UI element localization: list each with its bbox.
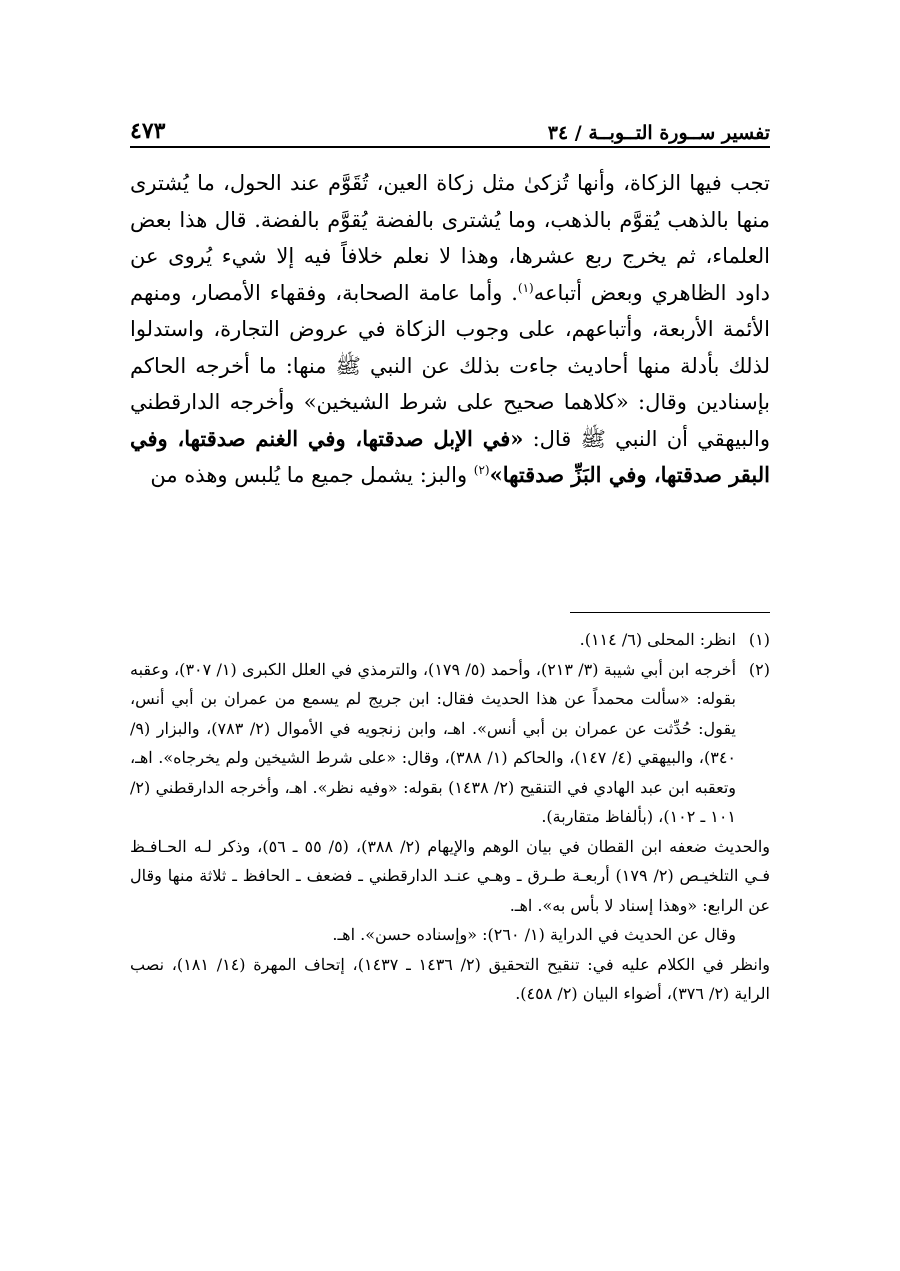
main-paragraph [130, 165, 770, 494]
running-header [130, 112, 770, 144]
footnote-2-paragraph-3: وقال عن الحديث في الدراية (١/ ٢٦٠): «وإسناده حسن». اهـ. [332, 925, 736, 944]
page-number: ٤٧٣ [130, 118, 166, 144]
main-text-part2: . وأما عامة الصحابة، وفقهاء الأمصار، ومنهم الأئمة الأربعة، وأتباعهم، على وجوب الزكاة في عروض التجارة، واستدلوا لذلك بأدلة منها أحاديث جاءت بذلك عن النبي ﷺ منها: ما أخرجه الحاكم بإسنادين وقال: «كلاهما صحيح على شرط الشيخين» وأخرجه الدارقطني والبيهقي أن النبي ﷺ قال: [130, 280, 770, 451]
footnote-1-number: (١) [748, 630, 770, 649]
footnote-2 [130, 655, 770, 832]
footnote-1-text: انظر: المحلى (٦/ ١١٤). [579, 630, 736, 649]
main-text-part3: والبز: يشمل جميع ما يُلبس وهذه من [150, 463, 474, 487]
main-text [130, 165, 770, 494]
footnote-ref-2: (٢) [473, 463, 490, 477]
header-rule [130, 146, 770, 148]
hadith-quote: «في الإبل صدقتها، وفي الغنم صدقتها، وفي البقر صدقتها، وفي البَزِّ صدقتها» [130, 425, 770, 487]
header-title: تفسير ســورة التــوبــة / ٣٤ [547, 122, 770, 144]
footnote-rule [570, 612, 770, 613]
footnote-2-number: (٢) [748, 659, 770, 679]
footnote-2-paragraph-4: وانظر في الكلام عليه في: تنقيح التحقيق (٢/ ١٤٣٦ ـ ١٤٣٧)، إتحاف المهرة (١٤/ ١٨١)، نصب الراية (٢/ ٣٧٦)، أضواء البيان (٢/ ٤٥٨). [130, 954, 771, 1003]
footnotes [130, 625, 770, 1009]
main-text-part1: تجب فيها الزكاة، وأنها تُزكىٰ مثل زكاة العين، تُقَوَّم عند الحول، ما يُشترى منها بالذهب يُقوَّم بالذهب، وما يُشترى بالفضة يُقوَّم بالفضة. قال هذا بعض العلماء، ثم يخرج ربع عشرها، وهذا لا نعلم خلافاً فيه إلا شيء يُروى عن داود الظاهري وبعض أتباعه [130, 171, 770, 305]
footnote-ref-1: (١) [517, 280, 534, 295]
footnote-2-paragraph-2: والحديث ضعفه ابن القطان في بيان الوهم والإيهام (٢/ ٣٨٨)، (٥/ ٥٥ ـ ٥٦)، وذكر لـه الحـافـظ فـي التلخيـص (٢/ ١٧٩) أربعـة طـرق ـ وهـي عنـد الدارقطني ـ فضعف ـ الحافظ ـ ثلاثة منها وقال عن الرابع: «وهذا إسناد لا بأس به». اهـ. [130, 836, 771, 915]
footnote-1 [130, 625, 770, 655]
footnote-2-text: أخرجه ابن أبي شيبة (٣/ ٢١٣)، وأحمد (٥/ ١٧٩)، والترمذي في العلل الكبرى (١/ ٣٠٧)، وعقبه بقوله: «سألت محمداً عن هذا الحديث فقال: ابن جريج لم يسمع من عمران بن أبي أنس، يقول: حُدِّثت عن عمران بن أبي أنس». اهـ، وابن زنجويه في الأموال (٢/ ٧٨٣)، والبزار (٩/ ٣٤٠)، والبيهقي (٤/ ١٤٧)، والحاكم (١/ ٣٨٨)، وقال: «على شرط الشيخين ولم يخرجاه». اهـ، وتعقبه ابن عبد الهادي في التنقيح (٢/ ١٤٣٨) بقوله: «وفيه نظر». اهـ، وأخرجه الدارقطني (٢/ ١٠١ ـ ١٠٢)، (بألفاظ متقاربة). [130, 659, 737, 826]
